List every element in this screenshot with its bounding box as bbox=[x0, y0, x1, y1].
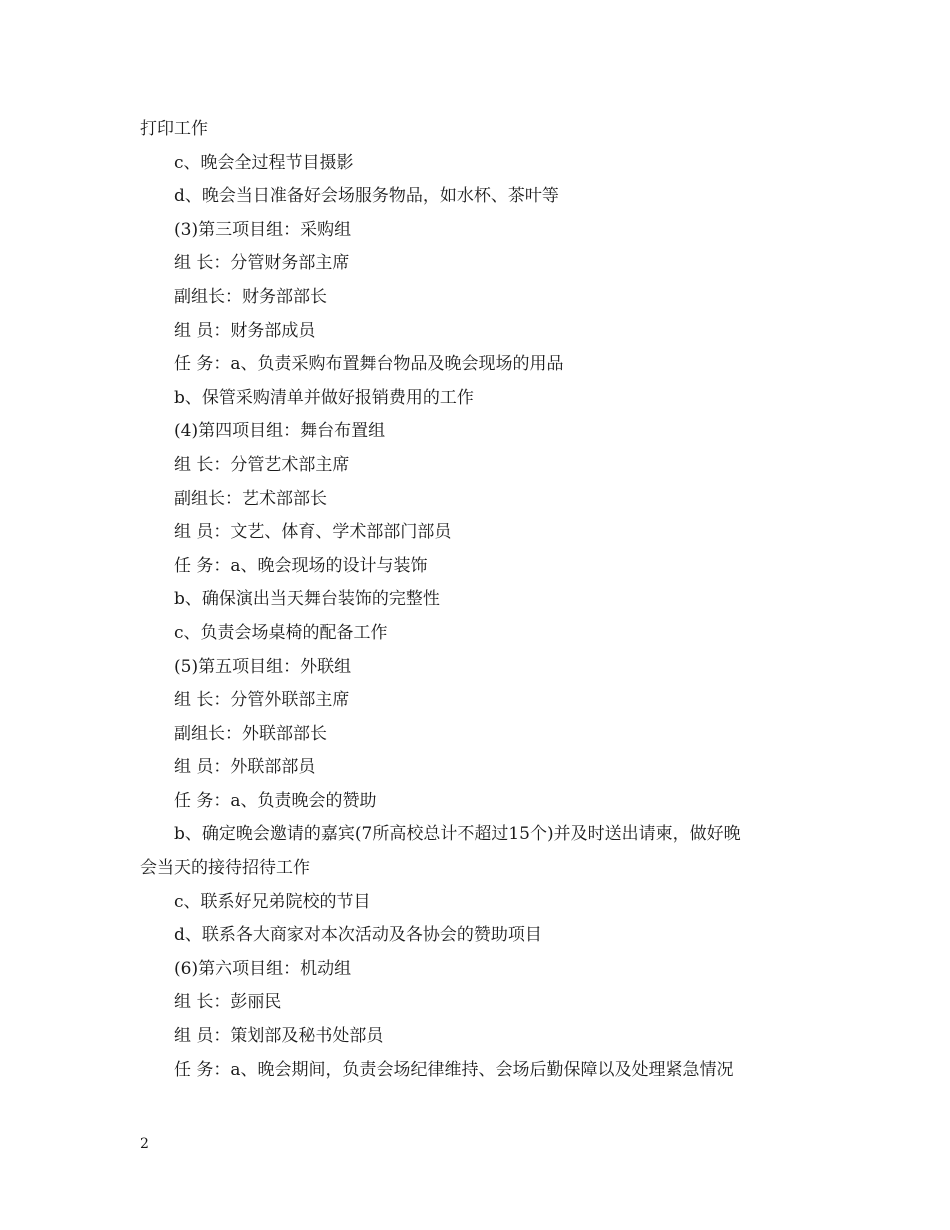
text-line: 组 长：分管艺术部主席 bbox=[174, 454, 350, 475]
text-line: 组 员：文艺、体育、学术部部门部员 bbox=[174, 522, 452, 543]
text-line: 副组长：外联部部长 bbox=[174, 723, 327, 744]
text-line: c、负责会场桌椅的配备工作 bbox=[174, 622, 388, 643]
text-line: 组 长：彭丽民 bbox=[174, 992, 282, 1013]
text-line: 组 长：分管外联部主席 bbox=[174, 690, 350, 711]
document-body bbox=[140, 113, 820, 1087]
text-line: (6)第六项目组：机动组 bbox=[174, 958, 352, 979]
text-line: 任 务：a、晚会现场的设计与装饰 bbox=[174, 555, 428, 576]
text-line: 组 员：外联部部员 bbox=[174, 757, 316, 778]
text-line: (3)第三项目组：采购组 bbox=[174, 219, 352, 240]
page-number: 2 bbox=[140, 1136, 149, 1152]
text-line: b、确定晚会邀请的嘉宾(7所高校总计不超过15个)并及时送出请柬，做好晚 bbox=[174, 824, 741, 845]
text-line: 组 长：分管财务部主席 bbox=[174, 253, 350, 274]
text-line: 任 务：a、负责采购布置舞台物品及晚会现场的用品 bbox=[174, 354, 564, 375]
text-line: c、联系好兄弟院校的节目 bbox=[174, 891, 371, 912]
text-line: (5)第五项目组：外联组 bbox=[174, 656, 352, 677]
text-line: 组 员：策划部及秘书处部员 bbox=[174, 1026, 384, 1047]
text-line: (4)第四项目组：舞台布置组 bbox=[174, 421, 386, 442]
text-line: 副组长：艺术部部长 bbox=[174, 488, 327, 509]
text-line: b、保管采购清单并做好报销费用的工作 bbox=[174, 387, 474, 408]
text-line: 会当天的接待招待工作 bbox=[140, 858, 310, 879]
text-line: 打印工作 bbox=[140, 119, 208, 139]
text-line: 组 员：财务部成员 bbox=[174, 320, 316, 341]
text-line: b、确保演出当天舞台装饰的完整性 bbox=[174, 589, 440, 610]
text-line: 任 务：a、晚会期间，负责会场纪律维持、会场后勤保障以及处理紧急情况 bbox=[174, 1059, 734, 1080]
text-line: d、联系各大商家对本次活动及各协会的赞助项目 bbox=[174, 925, 542, 946]
text-line: d、晚会当日准备好会场服务物品，如水杯、茶叶等 bbox=[174, 186, 559, 207]
text-line: 副组长：财务部部长 bbox=[174, 286, 327, 307]
text-line: c、晚会全过程节目摄影 bbox=[174, 152, 354, 173]
text-line: 任 务：a、负责晚会的赞助 bbox=[174, 790, 377, 811]
